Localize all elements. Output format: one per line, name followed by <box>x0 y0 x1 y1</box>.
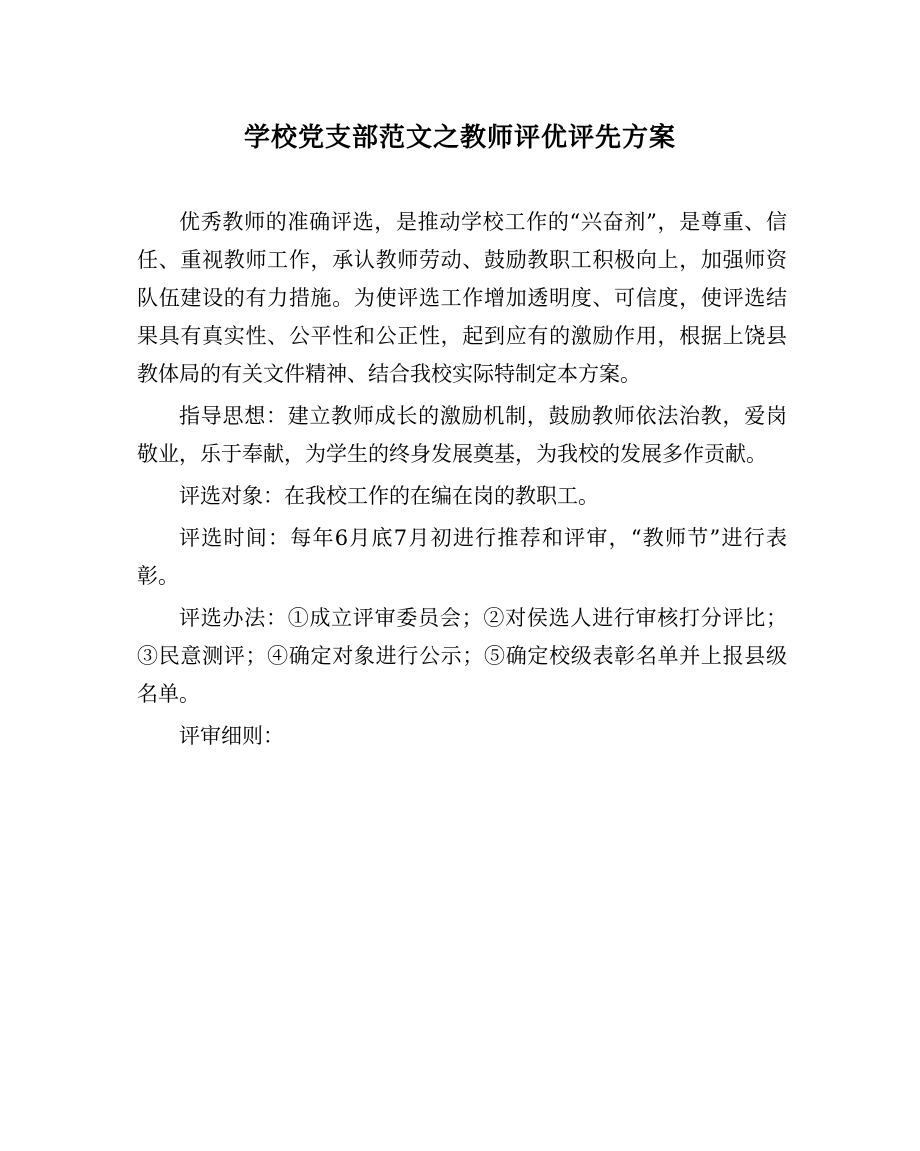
paragraph-guiding-principle: 指导思想：建立教师成长的激励机制，鼓励教师依法治教，爱岗敬业，乐于奉献，为学生的终身发展奠基，为我校的发展多作贡献。 <box>137 404 787 466</box>
document-title: 学校党支部范文之教师评优评先方案 <box>243 123 676 153</box>
paragraph-selection-target: 评选对象：在我校工作的在编在岗的教职工。 <box>179 484 599 508</box>
paragraph-selection-time: 评选时间：每年6月底7月初进行推荐和评审，“教师节”进行表彰。 <box>137 526 787 588</box>
paragraph-review-rules: 评审细则： <box>179 724 284 748</box>
document-body <box>137 203 787 759</box>
paragraph-selection-method: 评选办法：①成立评审委员会；②对侯选人进行审核打分评比；③民意测评；④确定对象进行公示；⑤确定校级表彰名单并上报县级名单。 <box>137 606 787 706</box>
paragraph-intro: 优秀教师的准确评选，是推动学校工作的“兴奋剂”，是尊重、信任、重视教师工作，承认教师劳动、鼓励教职工积极向上，加强师资队伍建设的有力措施。为使评选工作增加透明度、可信度，使评选结果具有真实性、公平性和公正性，起到应有的激励作用，根据上饶县教体局的有关文件精神、结合我校实际特制定本方案。 <box>137 210 787 386</box>
